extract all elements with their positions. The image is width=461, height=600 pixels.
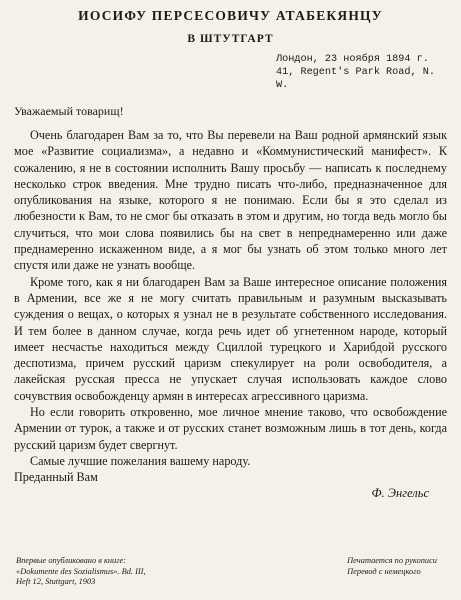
publication-note-line: Heft 12, Stuttgart, 1903 xyxy=(16,577,96,586)
signature: Ф. Энгельс xyxy=(371,485,429,500)
source-note xyxy=(347,556,437,588)
publication-note xyxy=(16,556,146,588)
footnote-area xyxy=(16,556,447,588)
source-note-line: Печатается по рукописи xyxy=(347,556,437,565)
publication-note-line: «Dokumente des Sozialismus». Bd. III, xyxy=(16,566,146,576)
salutation: Уважаемый товарищ! xyxy=(14,104,124,118)
closing xyxy=(14,453,447,486)
paragraph-3: Но если говорить откровенно, мое личное мнение таково, что освобождение Армении от турок, а также и от русских станет возможным лишь в тот день, когда русский царизм будет свергнут. xyxy=(14,405,447,452)
closing-devoted: Преданный Вам xyxy=(14,470,98,485)
letter-subheading: В ШТУТГАРТ xyxy=(187,33,274,45)
dateline-address: 41, Regent's Park Road, N. W. xyxy=(276,67,435,91)
dateline xyxy=(276,53,447,92)
publication-note-line: Впервые опубликовано в книге: xyxy=(16,556,127,565)
dateline-place-date: Лондон, 23 ноября 1894 г. xyxy=(276,54,429,65)
source-note-line: Перевод с немецкого xyxy=(347,566,421,576)
paragraph-2: Кроме того, как я ни благодарен Вам за Ваше интересное описание положения в Армении, все же я не могу считать правильным и разумным высказывать суждения о вещах, о которых я узнал не в результате собственного исследования. И тем более в данном случае, когда речь идет об угнетенном народе, который имеет несчастье находиться между Сциллой турецкого и Харибдой русского деспотизма, причем русский царизм спекулирует на роли освободителя, а лакейская русская пресса не упускает случая использовать каждое слово сочувствия освобожденцу армян в интересах агрессивного царизма. xyxy=(14,274,447,403)
closing-wishes: Самые лучшие пожелания вашему народу. xyxy=(30,453,251,468)
letter-heading: ИОСИФУ ПЕРСЕСОВИЧУ АТАБЕКЯНЦУ xyxy=(78,8,383,23)
letter-body xyxy=(14,127,447,453)
paragraph-1: Очень благодарен Вам за то, что Вы перевели на Ваш родной армянский язык мое «Развитие социализма», а недавно и «Коммунистический манифест». К сожалению, я не в состоянии исполнить Вашу просьбу — написать к последнему несколько строк введения. Мне трудно писать что-либо, предназначенное для опубликования на языке, которого я не понимаю. Если бы я это сделал из любезности к Вам, то не смог бы отказать в этом и другим, но тогда ведь могло бы случиться, что мои слова появились бы на свет в непреднамеренно или даже преднамеренно искаженном виде, а я мог бы узнать об этом только много лет спустя или даже не узнать вообще. xyxy=(14,128,447,273)
